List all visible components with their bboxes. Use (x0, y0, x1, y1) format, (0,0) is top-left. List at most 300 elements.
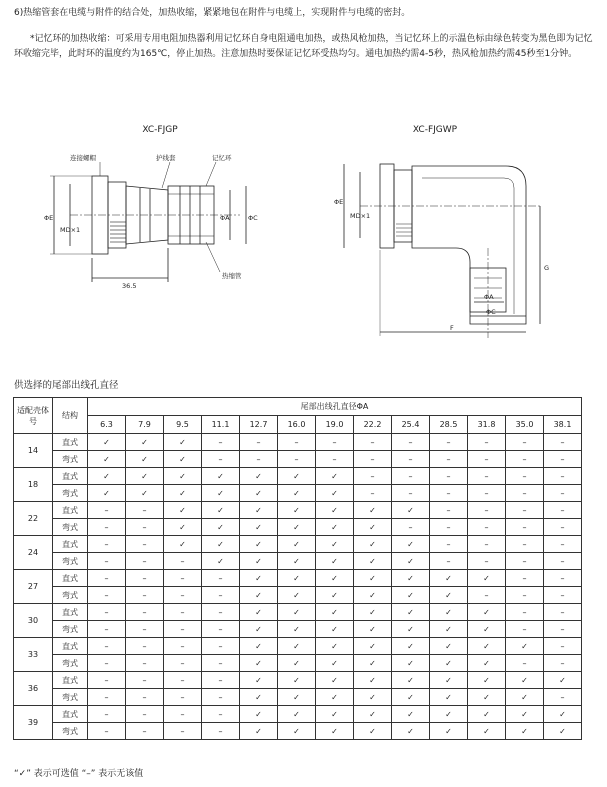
availability-cell: – (88, 570, 126, 587)
availability-cell: – (126, 655, 164, 672)
legend-note: “✓” 表示可选值 “–” 表示无该值 (14, 769, 144, 779)
availability-cell: – (164, 706, 202, 723)
availability-cell: ✓ (354, 587, 392, 604)
availability-cell: ✓ (316, 689, 354, 706)
availability-cell: – (126, 502, 164, 519)
availability-cell: – (430, 485, 468, 502)
availability-cell: ✓ (544, 706, 582, 723)
availability-cell: ✓ (202, 553, 240, 570)
availability-cell: ✓ (240, 468, 278, 485)
availability-cell: ✓ (392, 604, 430, 621)
availability-cell: – (126, 723, 164, 740)
dim-phiC-left: ΦC (248, 214, 258, 222)
availability-cell: – (126, 689, 164, 706)
availability-cell: ✓ (316, 502, 354, 519)
availability-cell: – (126, 672, 164, 689)
availability-cell: – (544, 621, 582, 638)
shell-size-cell: 30 (14, 604, 53, 638)
availability-cell: ✓ (278, 689, 316, 706)
availability-cell: ✓ (392, 570, 430, 587)
table-row (14, 672, 582, 689)
dim-phiE-right: ΦE (334, 198, 344, 206)
availability-cell: – (392, 519, 430, 536)
availability-cell: – (544, 451, 582, 468)
availability-cell: ✓ (316, 536, 354, 553)
availability-cell: ✓ (430, 638, 468, 655)
availability-cell: – (468, 553, 506, 570)
table-row (14, 706, 582, 723)
header-diameter: 11.1 (202, 416, 240, 434)
dim-g: G (544, 264, 550, 272)
shell-size-cell: 14 (14, 434, 53, 468)
availability-cell: ✓ (278, 604, 316, 621)
availability-cell: ✓ (164, 434, 202, 451)
availability-cell: ✓ (392, 655, 430, 672)
table-row (14, 502, 582, 519)
availability-cell: ✓ (392, 638, 430, 655)
availability-cell: ✓ (354, 536, 392, 553)
availability-cell: ✓ (278, 536, 316, 553)
dim-phiA-right: ΦA (484, 293, 494, 301)
shell-size-cell: 36 (14, 672, 53, 706)
table-row (14, 570, 582, 587)
availability-cell: – (88, 604, 126, 621)
availability-cell: – (468, 468, 506, 485)
availability-cell: ✓ (430, 621, 468, 638)
availability-cell: ✓ (164, 502, 202, 519)
availability-cell: ✓ (544, 723, 582, 740)
availability-cell: – (126, 621, 164, 638)
availability-cell: ✓ (88, 451, 126, 468)
label-ring: 记忆环 (212, 154, 232, 162)
dim-length: 36.5 (122, 282, 137, 290)
structure-cell: 弯式 (53, 689, 88, 706)
availability-cell: – (202, 604, 240, 621)
availability-cell: – (164, 672, 202, 689)
table-row (14, 451, 582, 468)
availability-cell: ✓ (392, 672, 430, 689)
availability-cell: – (126, 519, 164, 536)
structure-cell: 弯式 (53, 451, 88, 468)
availability-cell: ✓ (468, 604, 506, 621)
availability-cell: ✓ (506, 638, 544, 655)
availability-cell: – (468, 434, 506, 451)
structure-cell: 直式 (53, 570, 88, 587)
availability-cell: ✓ (202, 502, 240, 519)
availability-cell: – (506, 485, 544, 502)
availability-cell: ✓ (240, 536, 278, 553)
availability-cell: ✓ (468, 570, 506, 587)
availability-cell: ✓ (430, 604, 468, 621)
shell-size-cell: 18 (14, 468, 53, 502)
availability-cell: – (506, 587, 544, 604)
availability-cell: ✓ (430, 672, 468, 689)
availability-cell: ✓ (240, 604, 278, 621)
availability-cell: ✓ (354, 570, 392, 587)
availability-cell: ✓ (392, 553, 430, 570)
availability-cell: ✓ (240, 570, 278, 587)
availability-cell: ✓ (164, 536, 202, 553)
availability-cell: – (544, 536, 582, 553)
availability-cell: ✓ (354, 621, 392, 638)
availability-cell: – (430, 519, 468, 536)
diameter-selection-table (13, 397, 582, 740)
availability-cell: – (544, 519, 582, 536)
availability-cell: ✓ (506, 723, 544, 740)
availability-cell: ✓ (240, 502, 278, 519)
availability-cell: – (354, 451, 392, 468)
availability-cell: ✓ (354, 655, 392, 672)
table-row (14, 621, 582, 638)
availability-cell: – (506, 570, 544, 587)
availability-cell: ✓ (278, 502, 316, 519)
structure-cell: 弯式 (53, 621, 88, 638)
availability-cell: ✓ (316, 553, 354, 570)
availability-cell: ✓ (278, 468, 316, 485)
availability-cell: – (202, 570, 240, 587)
availability-cell: – (164, 689, 202, 706)
availability-cell: ✓ (392, 587, 430, 604)
availability-cell: – (164, 553, 202, 570)
availability-cell: ✓ (126, 451, 164, 468)
header-structure: 结构 (53, 398, 88, 434)
label-sleeve: 护线套 (156, 154, 176, 162)
shell-size-cell: 24 (14, 536, 53, 570)
availability-cell: ✓ (240, 621, 278, 638)
structure-cell: 直式 (53, 638, 88, 655)
availability-cell: ✓ (392, 621, 430, 638)
header-diameter: 38.1 (544, 416, 582, 434)
availability-cell: ✓ (316, 672, 354, 689)
availability-cell: – (164, 655, 202, 672)
availability-cell: – (202, 706, 240, 723)
availability-cell: ✓ (392, 706, 430, 723)
availability-cell: – (88, 553, 126, 570)
availability-cell: – (164, 604, 202, 621)
availability-cell: ✓ (430, 706, 468, 723)
availability-cell: – (506, 655, 544, 672)
availability-cell: ✓ (316, 655, 354, 672)
availability-cell: – (202, 723, 240, 740)
structure-cell: 直式 (53, 706, 88, 723)
table-row (14, 723, 582, 740)
availability-cell: – (544, 587, 582, 604)
availability-cell: ✓ (278, 587, 316, 604)
table-row (14, 519, 582, 536)
availability-cell: ✓ (164, 451, 202, 468)
availability-cell: – (88, 519, 126, 536)
availability-cell: – (392, 468, 430, 485)
availability-cell: ✓ (126, 468, 164, 485)
availability-cell: – (468, 451, 506, 468)
availability-cell: ✓ (316, 723, 354, 740)
availability-cell: – (544, 638, 582, 655)
availability-cell: – (316, 434, 354, 451)
availability-cell: ✓ (316, 468, 354, 485)
table-row (14, 536, 582, 553)
table-row (14, 587, 582, 604)
drawing-angled-connector (330, 138, 570, 348)
availability-cell: – (88, 706, 126, 723)
availability-cell: – (544, 468, 582, 485)
dim-f: F (450, 324, 454, 332)
availability-cell: ✓ (278, 655, 316, 672)
availability-cell: ✓ (354, 604, 392, 621)
availability-cell: ✓ (316, 621, 354, 638)
availability-cell: – (202, 587, 240, 604)
availability-cell: ✓ (240, 723, 278, 740)
header-diameter: 16.0 (278, 416, 316, 434)
availability-cell: ✓ (278, 638, 316, 655)
availability-cell: ✓ (544, 672, 582, 689)
availability-cell: ✓ (164, 519, 202, 536)
availability-cell: – (506, 502, 544, 519)
availability-cell: – (202, 672, 240, 689)
availability-cell: ✓ (354, 519, 392, 536)
availability-cell: ✓ (202, 519, 240, 536)
availability-cell: ✓ (278, 519, 316, 536)
label-nut: 连接螺帽 (70, 154, 96, 162)
availability-cell: ✓ (278, 553, 316, 570)
shell-size-cell: 22 (14, 502, 53, 536)
header-diameter: 9.5 (164, 416, 202, 434)
availability-cell: ✓ (392, 723, 430, 740)
availability-cell: ✓ (88, 434, 126, 451)
figure-title-left: XC-FJGP (142, 125, 178, 135)
availability-cell: ✓ (354, 672, 392, 689)
availability-cell: ✓ (392, 536, 430, 553)
availability-cell: ✓ (430, 689, 468, 706)
availability-cell: ✓ (126, 434, 164, 451)
availability-cell: – (506, 451, 544, 468)
availability-cell: – (88, 621, 126, 638)
shell-size-cell: 39 (14, 706, 53, 740)
availability-cell: ✓ (354, 502, 392, 519)
availability-cell: – (354, 434, 392, 451)
availability-cell: ✓ (392, 502, 430, 519)
availability-cell: ✓ (88, 485, 126, 502)
availability-cell: – (430, 502, 468, 519)
availability-cell: ✓ (240, 553, 278, 570)
structure-cell: 弯式 (53, 553, 88, 570)
availability-cell: ✓ (468, 672, 506, 689)
availability-cell: – (88, 638, 126, 655)
availability-cell: – (202, 621, 240, 638)
availability-cell: ✓ (506, 672, 544, 689)
availability-cell: ✓ (240, 689, 278, 706)
dim-md-left: MD×1 (60, 226, 81, 234)
availability-cell: ✓ (240, 706, 278, 723)
availability-cell: ✓ (240, 485, 278, 502)
dim-phiC-right: ΦC (486, 308, 496, 316)
availability-cell: – (88, 689, 126, 706)
availability-cell: ✓ (164, 468, 202, 485)
availability-cell: ✓ (468, 655, 506, 672)
availability-cell: – (126, 553, 164, 570)
availability-cell: ✓ (430, 587, 468, 604)
table-row (14, 485, 582, 502)
availability-cell: – (468, 587, 506, 604)
availability-cell: – (544, 434, 582, 451)
availability-cell: – (316, 451, 354, 468)
availability-cell: ✓ (240, 519, 278, 536)
availability-cell: – (468, 502, 506, 519)
availability-cell: – (392, 451, 430, 468)
availability-cell: ✓ (430, 723, 468, 740)
structure-cell: 弯式 (53, 519, 88, 536)
availability-cell: ✓ (278, 672, 316, 689)
structure-cell: 直式 (53, 604, 88, 621)
availability-cell: – (506, 604, 544, 621)
availability-cell: – (88, 672, 126, 689)
paragraph-memory-ring: *记忆环的加热收缩：可采用专用电阻加热器利用记忆环自身电阻通电加热，或热风枪加热，当记忆环上的示温色标由绿色转变为黑色即为记忆环收缩完毕，此时环的温度约为165℃，停止加热。注意加热时要保证记忆环受热均匀。通电加热约需4-5秒，热风枪加热约需45秒至1分钟。 (14, 34, 593, 59)
availability-cell: ✓ (88, 468, 126, 485)
structure-cell: 直式 (53, 672, 88, 689)
availability-cell: – (126, 706, 164, 723)
availability-cell: – (202, 689, 240, 706)
header-diameter-group: 尾部出线孔直径ΦA (88, 398, 582, 416)
availability-cell: – (354, 485, 392, 502)
availability-cell: ✓ (278, 706, 316, 723)
header-diameter: 28.5 (430, 416, 468, 434)
availability-cell: ✓ (202, 468, 240, 485)
availability-cell: – (506, 553, 544, 570)
dim-phiE-left: ΦE (44, 214, 54, 222)
availability-cell: ✓ (316, 638, 354, 655)
availability-cell: ✓ (506, 706, 544, 723)
table-row (14, 638, 582, 655)
header-diameter: 35.0 (506, 416, 544, 434)
availability-cell: – (164, 570, 202, 587)
availability-cell: ✓ (316, 570, 354, 587)
availability-cell: ✓ (392, 689, 430, 706)
availability-cell: ✓ (468, 638, 506, 655)
availability-cell: – (354, 468, 392, 485)
figure-title-right: XC-FJGWP (412, 125, 458, 135)
structure-cell: 直式 (53, 434, 88, 451)
availability-cell: ✓ (316, 604, 354, 621)
availability-cell: ✓ (354, 553, 392, 570)
availability-cell: – (278, 451, 316, 468)
availability-cell: – (430, 536, 468, 553)
availability-cell: ✓ (278, 723, 316, 740)
availability-cell: – (240, 434, 278, 451)
availability-cell: – (392, 434, 430, 451)
availability-cell: ✓ (126, 485, 164, 502)
availability-cell: ✓ (354, 706, 392, 723)
availability-cell: – (506, 621, 544, 638)
header-diameter: 31.8 (468, 416, 506, 434)
availability-cell: ✓ (240, 638, 278, 655)
availability-cell: – (88, 655, 126, 672)
availability-cell: ✓ (430, 570, 468, 587)
availability-cell: – (126, 570, 164, 587)
availability-cell: – (164, 638, 202, 655)
availability-cell: – (430, 553, 468, 570)
availability-cell: – (88, 587, 126, 604)
availability-cell: ✓ (468, 689, 506, 706)
header-diameter: 6.3 (88, 416, 126, 434)
table-row (14, 689, 582, 706)
table-row (14, 655, 582, 672)
shell-size-cell: 33 (14, 638, 53, 672)
availability-cell: – (468, 485, 506, 502)
availability-cell: – (202, 638, 240, 655)
structure-cell: 弯式 (53, 655, 88, 672)
availability-cell: ✓ (240, 655, 278, 672)
table-row (14, 604, 582, 621)
availability-cell: ✓ (316, 706, 354, 723)
availability-cell: – (88, 502, 126, 519)
availability-cell: ✓ (278, 621, 316, 638)
availability-cell: ✓ (316, 519, 354, 536)
availability-cell: – (88, 723, 126, 740)
availability-cell: – (506, 434, 544, 451)
availability-cell: ✓ (468, 706, 506, 723)
paragraph-heat-shrink: 6)热缩管套在电缆与附件的结合处，加热收缩，紧紧地包在附件与电缆上，实现附件与电缆的密封。 (14, 8, 411, 18)
availability-cell: – (544, 604, 582, 621)
availability-cell: – (468, 536, 506, 553)
availability-cell: ✓ (202, 536, 240, 553)
availability-cell: ✓ (354, 689, 392, 706)
availability-cell: – (240, 451, 278, 468)
availability-cell: ✓ (202, 485, 240, 502)
availability-cell: ✓ (506, 689, 544, 706)
table-row (14, 468, 582, 485)
table-caption: 供选择的尾部出线孔直径 (14, 380, 119, 391)
availability-cell: – (278, 434, 316, 451)
availability-cell: – (126, 536, 164, 553)
structure-cell: 弯式 (53, 587, 88, 604)
availability-cell: ✓ (430, 655, 468, 672)
availability-cell: – (202, 451, 240, 468)
availability-cell: – (544, 689, 582, 706)
structure-cell: 弯式 (53, 485, 88, 502)
availability-cell: – (126, 638, 164, 655)
availability-cell: – (506, 519, 544, 536)
table-row (14, 553, 582, 570)
availability-cell: – (126, 604, 164, 621)
label-tube: 热缩管 (222, 272, 242, 280)
availability-cell: ✓ (354, 638, 392, 655)
availability-cell: ✓ (278, 570, 316, 587)
availability-cell: – (164, 587, 202, 604)
availability-cell: – (544, 553, 582, 570)
availability-cell: – (430, 451, 468, 468)
availability-cell: – (544, 485, 582, 502)
structure-cell: 直式 (53, 468, 88, 485)
header-diameter: 7.9 (126, 416, 164, 434)
availability-cell: – (430, 434, 468, 451)
availability-cell: – (544, 655, 582, 672)
availability-cell: ✓ (468, 621, 506, 638)
header-diameter: 22.2 (354, 416, 392, 434)
dim-phiA-left: ΦA (220, 214, 230, 222)
header-diameter: 25.4 (392, 416, 430, 434)
structure-cell: 直式 (53, 536, 88, 553)
shell-size-cell: 27 (14, 570, 53, 604)
header-shell: 适配壳体号 (14, 398, 53, 434)
availability-cell: – (506, 468, 544, 485)
header-diameter: 12.7 (240, 416, 278, 434)
availability-cell: – (544, 502, 582, 519)
availability-cell: ✓ (316, 587, 354, 604)
availability-cell: ✓ (278, 485, 316, 502)
availability-cell: ✓ (240, 672, 278, 689)
availability-cell: – (506, 536, 544, 553)
availability-cell: – (164, 723, 202, 740)
availability-cell: ✓ (316, 485, 354, 502)
